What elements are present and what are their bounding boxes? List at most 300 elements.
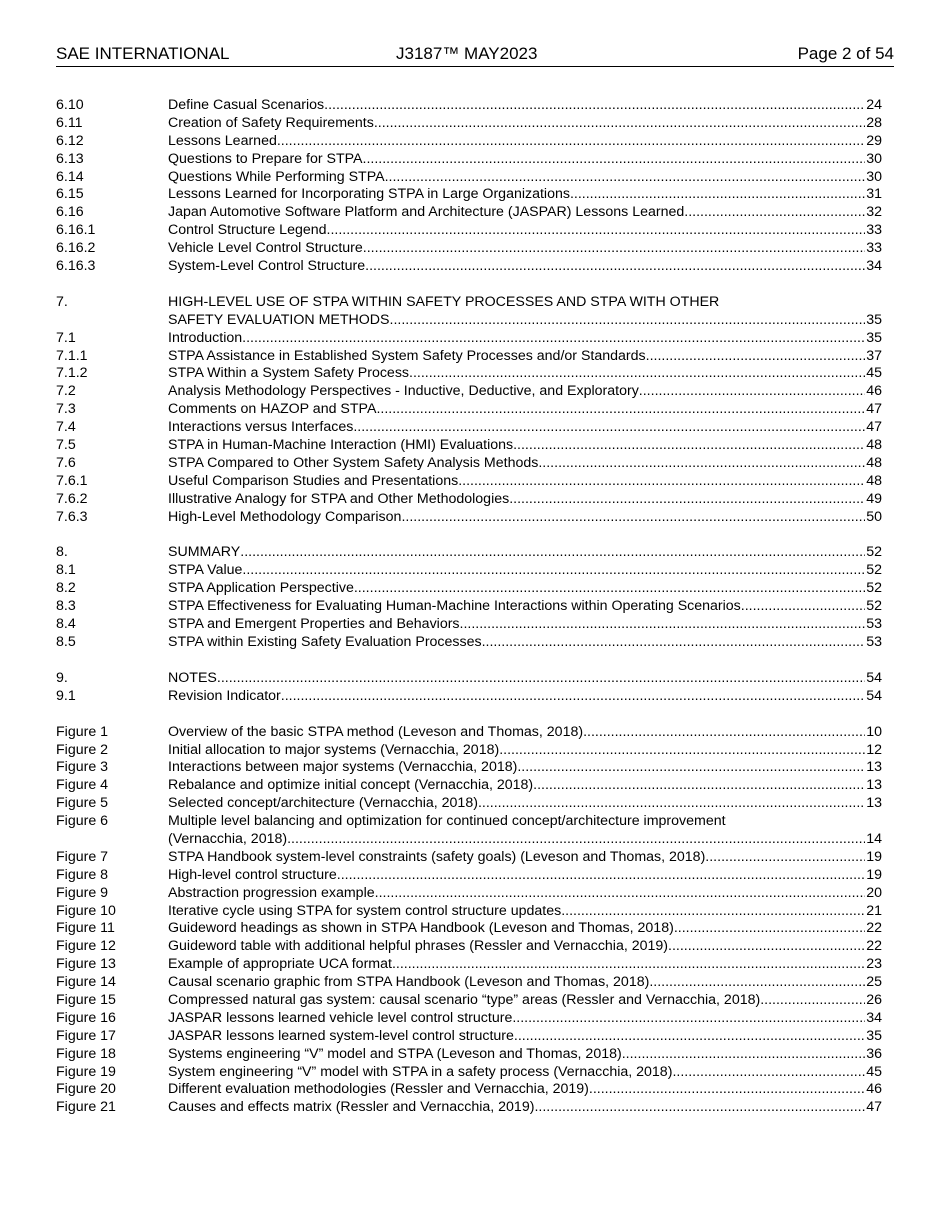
dot-leader [672, 1064, 865, 1082]
toc-entry-title: STPA and Emergent Properties and Behaviors [168, 616, 460, 633]
toc-entry[interactable] [56, 580, 882, 598]
dot-leader [240, 544, 865, 562]
dot-leader [705, 849, 865, 867]
toc-entry-page: 21 [866, 902, 882, 919]
dot-leader [390, 312, 866, 330]
toc-group-spacer [56, 276, 882, 294]
toc-entry-title: Causal scenario graphic from STPA Handbook (Leveson and Thomas, 2018) [168, 974, 650, 991]
dot-leader [478, 795, 865, 813]
toc-entry-title: Selected concept/architecture (Vernacchia, 2018) [168, 795, 478, 812]
toc-entry-continuation[interactable] [56, 312, 882, 330]
dot-leader [242, 562, 865, 580]
toc-entry-line [168, 365, 882, 383]
dot-leader [668, 938, 865, 956]
toc-entry-number: 8. [56, 544, 68, 561]
toc-entry-page: 35 [866, 329, 882, 346]
toc-entry-line [168, 419, 882, 437]
toc-entry-number: 8.5 [56, 633, 76, 650]
toc-entry[interactable] [56, 1010, 882, 1028]
toc-entry-page: 31 [866, 186, 882, 203]
toc-entry[interactable] [56, 330, 882, 348]
toc-entry-title: Compressed natural gas system: causal scenario “type” areas (Ressler and Vernacchia, 2018) [168, 991, 761, 1008]
toc-entry[interactable] [56, 938, 882, 956]
toc-entry-page: 33 [866, 240, 882, 257]
toc-entry-title: Illustrative Analogy for STPA and Other Methodologies [168, 490, 510, 507]
toc-entry-page: 35 [866, 311, 882, 328]
toc-entry-title: Comments on HAZOP and STPA [168, 401, 377, 418]
toc-entry[interactable] [56, 294, 882, 312]
toc-entry-line [168, 1081, 882, 1099]
dot-leader [589, 1081, 865, 1099]
toc-entry-line [168, 169, 882, 187]
toc-entry-page: 52 [866, 580, 882, 597]
toc-entry-page: 46 [866, 383, 882, 400]
document-id: J3187™ MAY2023 [396, 44, 538, 63]
toc-entry-page: 13 [866, 795, 882, 812]
toc-entry[interactable] [56, 509, 882, 527]
dot-leader [217, 670, 865, 688]
toc-entry-page: 26 [866, 991, 882, 1008]
toc-entry[interactable] [56, 133, 882, 151]
dot-leader [458, 473, 865, 491]
toc-entry-page: 29 [866, 132, 882, 149]
toc-entry[interactable] [56, 885, 882, 903]
dot-leader [583, 724, 865, 742]
toc-entry[interactable] [56, 1081, 882, 1099]
toc-entry[interactable] [56, 974, 882, 992]
toc-group-spacer [56, 526, 882, 544]
toc-entry-line [168, 903, 882, 921]
toc-entry-title: Useful Comparison Studies and Presentations [168, 472, 459, 489]
toc-entry-page: 13 [866, 777, 882, 794]
toc-entry-title: Control Structure Legend [168, 222, 327, 239]
dot-leader [409, 365, 865, 383]
toc-entry-page: 19 [866, 866, 882, 883]
toc-entry-title: Interactions between major systems (Vernacchia, 2018) [168, 759, 518, 776]
toc-entry-number: 7.5 [56, 437, 76, 454]
toc-entry-title: JASPAR lessons learned system-level control structure [168, 1027, 514, 1044]
toc-entry-page: 54 [866, 687, 882, 704]
toc-entry[interactable] [56, 419, 882, 437]
toc-entry-line [168, 1028, 882, 1046]
toc-entry-number: 7.1 [56, 329, 76, 346]
toc-entry-page: 47 [866, 1099, 882, 1116]
toc-entry[interactable] [56, 544, 882, 562]
toc-entry-number: 6.16.2 [56, 240, 96, 257]
toc-entry[interactable] [56, 670, 882, 688]
toc-entry-title: Example of appropriate UCA format [168, 956, 392, 973]
toc-entry-number: Figure 7 [56, 848, 109, 865]
toc-entry-number: Figure 3 [56, 759, 109, 776]
toc-entry[interactable] [56, 992, 882, 1010]
toc-entry[interactable] [56, 920, 882, 938]
toc-entry-title: STPA Within a System Safety Process [168, 365, 410, 382]
toc-entry-number: Figure 10 [56, 902, 116, 919]
toc-entry-number: Figure 11 [56, 920, 115, 937]
toc-entry-title: Causes and effects matrix (Ressler and Vernacchia, 2019) [168, 1099, 535, 1116]
toc-entry-line [168, 330, 882, 348]
dot-leader [570, 186, 865, 204]
toc-entry-title: Interactions versus Interfaces [168, 419, 354, 436]
toc-entry-page: 48 [866, 454, 882, 471]
toc-entry[interactable] [56, 204, 882, 222]
dot-leader [375, 885, 866, 903]
toc-entry-line [168, 867, 882, 885]
toc-entry-page: 53 [866, 633, 882, 650]
toc-entry-page: 22 [866, 920, 882, 937]
toc-entry-line [168, 401, 882, 419]
toc-entry-line [168, 186, 882, 204]
toc-entry-page: 35 [866, 1027, 882, 1044]
toc-entry-line [168, 938, 882, 956]
toc-entry-number: Figure 17 [56, 1027, 116, 1044]
toc-entry-title: High-level control structure [168, 866, 337, 883]
toc-entry-number: 6.14 [56, 168, 84, 185]
toc-entry-title: Overview of the basic STPA method (Leveson and Thomas, 2018) [168, 723, 584, 740]
toc-entry-title: JASPAR lessons learned vehicle level control structure [168, 1009, 513, 1026]
toc-entry[interactable] [56, 956, 882, 974]
toc-entry-title: Analysis Methodology Perspectives - Inductive, Deductive, and Exploratory [168, 383, 639, 400]
toc-group-spacer [56, 706, 882, 724]
dot-leader [324, 97, 865, 115]
toc-entry[interactable] [56, 383, 882, 401]
toc-entry[interactable] [56, 222, 882, 240]
dot-leader [353, 419, 865, 437]
toc-entry-number: Figure 20 [56, 1081, 116, 1098]
dot-leader [684, 204, 865, 222]
dot-leader [287, 831, 865, 849]
toc-entry[interactable] [56, 455, 882, 473]
toc-entry-line [168, 544, 882, 562]
toc-entry-line [168, 688, 882, 706]
toc-entry-title: STPA Compared to Other System Safety Analysis Methods [168, 454, 539, 471]
toc-entry-line [168, 634, 882, 652]
toc-entry[interactable] [56, 1028, 882, 1046]
toc-entry-line [168, 151, 882, 169]
dot-leader [354, 580, 865, 598]
toc-entry[interactable] [56, 867, 882, 885]
dot-leader [376, 401, 865, 419]
toc-entry-title: High-Level Methodology Comparison [168, 508, 402, 525]
toc-entry[interactable] [56, 598, 882, 616]
toc-entry-page: 32 [866, 204, 882, 221]
toc-entry-page: 45 [866, 1063, 882, 1080]
toc-entry-page: 25 [866, 974, 882, 991]
toc-group-spacer [56, 652, 882, 670]
toc-entry-page: 28 [866, 114, 882, 131]
toc-entry-line [168, 204, 882, 222]
dot-leader [385, 169, 866, 187]
toc-entry-page: 53 [866, 616, 882, 633]
toc-entry[interactable] [56, 742, 882, 760]
toc-entry-number: 7.6.2 [56, 490, 88, 507]
toc-entry-line [168, 1010, 882, 1028]
toc-entry-title-line: HIGH-LEVEL USE OF STPA WITHIN SAFETY PROCESSES AND STPA WITH OTHER [168, 293, 720, 310]
dot-leader [514, 1028, 865, 1046]
toc-entry-page: 22 [866, 938, 882, 955]
toc-entry-number: 6.16.1 [56, 222, 96, 239]
toc-entry-line [168, 222, 882, 240]
toc-entry-title: Define Casual Scenarios [168, 97, 325, 113]
toc-entry-line [168, 1046, 882, 1064]
toc-entry-number: 8.2 [56, 580, 76, 597]
toc-entry[interactable] [56, 365, 882, 383]
toc-entry[interactable] [56, 616, 882, 634]
toc-entry-line [168, 491, 882, 509]
toc-entry-page: 50 [866, 508, 882, 525]
toc-entry-line [168, 509, 882, 527]
toc-entry[interactable] [56, 795, 882, 813]
toc-entry[interactable] [56, 849, 882, 867]
toc-entry-title: Creation of Safety Requirements [168, 114, 374, 131]
toc-entry[interactable] [56, 777, 882, 795]
toc-entry-title: System-Level Control Structure [168, 258, 366, 275]
toc-entry[interactable] [56, 437, 882, 455]
toc-entry-title: Lessons Learned [168, 132, 277, 149]
dot-leader [401, 509, 865, 527]
toc-entry-number: 6.15 [56, 186, 84, 203]
toc-entry-title: STPA Assistance in Established System Safety Processes and/or Standards [168, 347, 646, 364]
toc-entry-line [168, 920, 882, 938]
toc-entry-number: 7.1.1 [56, 347, 88, 364]
dot-leader [561, 903, 865, 921]
toc-entry-page: 23 [866, 956, 882, 973]
toc-entry[interactable] [56, 348, 882, 366]
dot-leader [363, 240, 865, 258]
toc-entry[interactable] [56, 401, 882, 419]
toc-entry-line [168, 724, 882, 742]
toc-entry-line [168, 580, 882, 598]
toc-entry-page: 12 [866, 741, 882, 758]
toc-entry-number: 8.3 [56, 598, 76, 615]
toc-entry-number: 9. [56, 669, 68, 686]
toc-entry-number: Figure 4 [56, 777, 109, 794]
toc-entry-number: Figure 1 [56, 723, 109, 740]
toc-entry-line [168, 956, 882, 974]
toc-entry-number: Figure 9 [56, 884, 109, 901]
toc-entry-number: 7.6.3 [56, 508, 88, 525]
page-number: Page 2 of 54 [797, 44, 894, 63]
dot-leader [460, 616, 866, 634]
toc-entry[interactable] [56, 903, 882, 921]
toc-entry-number: 7.4 [56, 419, 76, 436]
toc-entry-number: 7.6 [56, 454, 76, 471]
toc-entry[interactable] [56, 1046, 882, 1064]
toc-entry-line [168, 759, 882, 777]
toc-entry-number: 6.16.3 [56, 258, 96, 275]
toc-entry-title: Questions While Performing STPA [168, 168, 385, 185]
toc-entry-line [168, 742, 882, 760]
toc-entry-page: 37 [866, 347, 882, 364]
toc-entry-page: 52 [866, 544, 882, 561]
dot-leader [649, 974, 865, 992]
dot-leader [482, 634, 866, 652]
toc-entry-number: 7.3 [56, 401, 76, 418]
page-header [56, 44, 894, 67]
toc-entry-number: Figure 19 [56, 1063, 116, 1080]
toc-entry-line [168, 974, 882, 992]
dot-leader [374, 115, 865, 133]
toc-entry-number: Figure 12 [56, 938, 116, 955]
toc-entry-line [168, 312, 882, 330]
dot-leader [499, 742, 865, 760]
toc-entry-page: 20 [866, 884, 882, 901]
toc-entry[interactable] [56, 634, 882, 652]
toc-entry[interactable] [56, 97, 882, 115]
dot-leader [281, 688, 865, 706]
toc-entry-page: 52 [866, 598, 882, 615]
dot-leader [363, 151, 866, 169]
toc-entry-line [168, 992, 882, 1010]
toc-entry-title: Lessons Learned for Incorporating STPA in Large Organizations [168, 186, 570, 203]
toc-entry[interactable] [56, 724, 882, 742]
toc-entry-page: 30 [866, 150, 882, 167]
toc-entry-number: Figure 15 [56, 991, 116, 1008]
toc-entry[interactable] [56, 813, 882, 831]
toc-entry-title: Systems engineering “V” model and STPA (Leveson and Thomas, 2018) [168, 1045, 622, 1062]
toc-entry-number: Figure 6 [56, 813, 109, 830]
toc-entry-page: 34 [866, 1009, 882, 1026]
toc-entry-page: 13 [866, 759, 882, 776]
dot-leader [534, 1099, 865, 1117]
toc-entry-line [168, 795, 882, 813]
toc-entry-title: Different evaluation methodologies (Ressler and Vernacchia, 2019) [168, 1081, 589, 1098]
toc-entry-line [168, 348, 882, 366]
toc-entry-line [168, 777, 882, 795]
toc-entry-title: (Vernacchia, 2018) [168, 830, 288, 847]
table-of-contents [56, 97, 882, 1117]
toc-entry-page: 19 [866, 848, 882, 865]
toc-entry[interactable] [56, 562, 882, 580]
toc-entry-line [168, 885, 882, 903]
toc-entry[interactable] [56, 115, 882, 133]
toc-entry-number: Figure 13 [56, 956, 116, 973]
toc-entry-title: STPA Application Perspective [168, 580, 354, 597]
toc-entry[interactable] [56, 151, 882, 169]
toc-entry-page: 34 [866, 258, 882, 275]
toc-entry-page: 45 [866, 365, 882, 382]
toc-entry-page: 48 [866, 437, 882, 454]
toc-entry-page: 52 [866, 562, 882, 579]
toc-entry-number: Figure 18 [56, 1045, 116, 1062]
toc-entry[interactable] [56, 759, 882, 777]
dot-leader [538, 455, 865, 473]
dot-leader [392, 956, 865, 974]
toc-entry-number: 7. [56, 293, 68, 310]
toc-entry-page: 24 [866, 97, 882, 113]
toc-entry-title: STPA Effectiveness for Evaluating Human-Machine Interactions within Operating Scenarios [168, 598, 741, 615]
toc-entry-page: 36 [866, 1045, 882, 1062]
dot-leader [512, 1010, 865, 1028]
toc-entry-page: 10 [866, 723, 882, 740]
toc-entry-line [168, 1099, 882, 1117]
dot-leader [365, 258, 865, 276]
toc-entry[interactable] [56, 688, 882, 706]
toc-entry[interactable] [56, 491, 882, 509]
toc-entry-line [168, 562, 882, 580]
toc-entry-number: Figure 5 [56, 795, 109, 812]
toc-entry-line [168, 616, 882, 634]
dot-leader [509, 491, 865, 509]
toc-entry-number: 7.2 [56, 383, 76, 400]
toc-entry-page: 46 [866, 1081, 882, 1098]
toc-entry-line [168, 133, 882, 151]
toc-entry-line [168, 383, 882, 401]
toc-entry-title: Revision Indicator [168, 687, 281, 704]
toc-entry-number: Figure 8 [56, 866, 109, 883]
toc-entry-number: Figure 21 [56, 1099, 116, 1116]
dot-leader [760, 992, 865, 1010]
dot-leader [513, 437, 865, 455]
toc-entry[interactable] [56, 169, 882, 187]
toc-entry-page: 54 [866, 669, 882, 686]
toc-entry-line [168, 831, 882, 849]
toc-entry-number: 6.10 [56, 97, 84, 113]
toc-entry-page: 47 [866, 419, 882, 436]
toc-entry[interactable] [56, 1099, 882, 1117]
toc-entry-title: Guideword table with additional helpful phrases (Ressler and Vernacchia, 2019) [168, 938, 669, 955]
toc-entry-line [168, 115, 882, 133]
dot-leader [533, 777, 865, 795]
toc-entry-number: Figure 16 [56, 1009, 116, 1026]
dot-leader [646, 348, 866, 366]
toc-entry[interactable] [56, 240, 882, 258]
toc-entry-number: Figure 2 [56, 741, 109, 758]
dot-leader [639, 383, 865, 401]
toc-entry-title: Questions to Prepare for STPA [168, 150, 363, 167]
toc-entry-page: 49 [866, 490, 882, 507]
toc-entry[interactable] [56, 186, 882, 204]
toc-entry-number: Figure 14 [56, 974, 116, 991]
toc-entry-title: Rebalance and optimize initial concept (Vernacchia, 2018) [168, 777, 534, 794]
toc-entry-number: 8.1 [56, 562, 76, 579]
toc-entry-title: SUMMARY [168, 544, 241, 561]
toc-entry-title: Vehicle Level Control Structure [168, 240, 363, 257]
toc-entry-page: 30 [866, 168, 882, 185]
publisher-name: SAE INTERNATIONAL [56, 44, 230, 63]
toc-entry-continuation[interactable] [56, 831, 882, 849]
dot-leader [517, 759, 865, 777]
toc-entry-title: Abstraction progression example [168, 884, 375, 901]
toc-entry-number: 7.6.1 [56, 472, 88, 489]
dot-leader [327, 222, 866, 240]
toc-entry-number: 6.13 [56, 150, 84, 167]
toc-entry[interactable] [56, 1064, 882, 1082]
toc-entry-page: 47 [866, 401, 882, 418]
toc-entry-title: SAFETY EVALUATION METHODS [168, 311, 390, 328]
toc-entry-page: 14 [866, 830, 882, 847]
toc-entry-line [168, 455, 882, 473]
toc-entry-title: Guideword headings as shown in STPA Handbook (Leveson and Thomas, 2018) [168, 920, 674, 937]
toc-entry-title: STPA in Human-Machine Interaction (HMI) Evaluations [168, 437, 514, 454]
toc-entry-title: NOTES [168, 669, 217, 686]
toc-entry-title: Initial allocation to major systems (Vernacchia, 2018) [168, 741, 500, 758]
toc-entry-title: System engineering “V” model with STPA in a safety process (Vernacchia, 2018) [168, 1063, 673, 1080]
toc-entry-line [168, 1064, 882, 1082]
toc-entry-number: 9.1 [56, 687, 76, 704]
toc-entry-page: 33 [866, 222, 882, 239]
dot-leader [337, 867, 865, 885]
toc-entry-title: Introduction [168, 329, 243, 346]
toc-entry[interactable] [56, 473, 882, 491]
toc-entry[interactable] [56, 258, 882, 276]
toc-entry-line [168, 670, 882, 688]
dot-leader [622, 1046, 865, 1064]
dot-leader [242, 330, 865, 348]
toc-entry-title-line: Multiple level balancing and optimization for continued concept/architecture improvement [168, 813, 726, 830]
toc-entry-title: STPA Handbook system-level constraints (safety goals) (Leveson and Thomas, 2018) [168, 848, 706, 865]
toc-entry-number: 6.12 [56, 132, 84, 149]
